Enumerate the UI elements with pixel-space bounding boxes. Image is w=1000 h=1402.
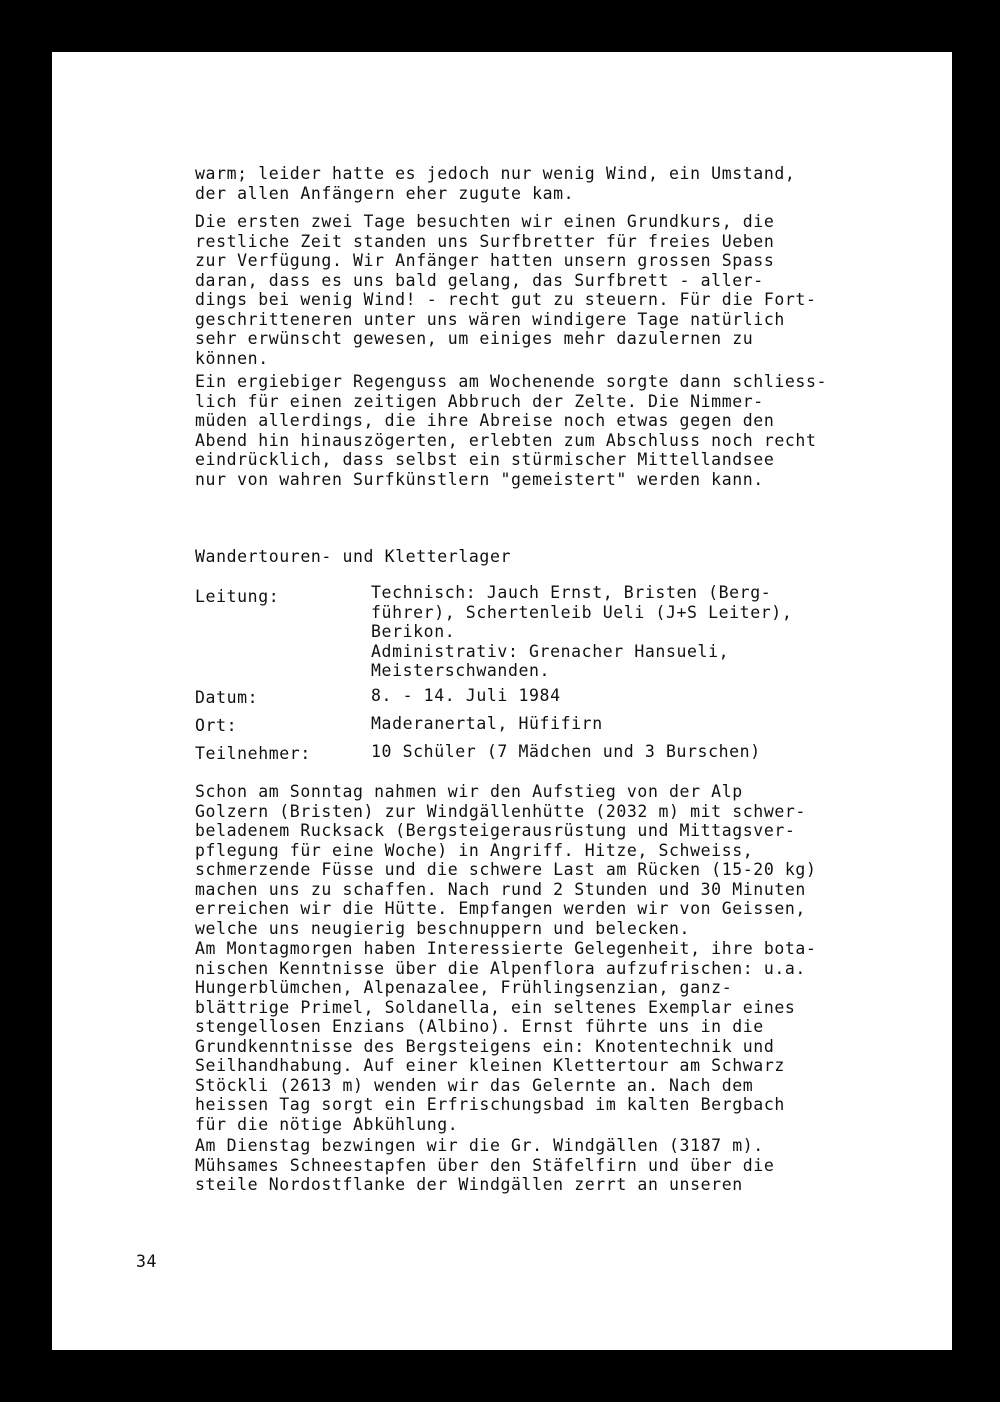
paragraph-surf-weather: warm; leider hatte es jedoch nur wenig Wind, ein Umstand, der allen Anfängern eher zugute kam. bbox=[195, 164, 796, 203]
document-page bbox=[52, 52, 952, 1350]
page-number: 34 bbox=[136, 1252, 158, 1271]
paragraph-tuesday: Am Dienstag bezwingen wir die Gr. Windgällen (3187 m). Mühsames Schneestapfen über den Stäfelfirn und über die steile Nordostflanke der Windgällen zerrt an unseren bbox=[195, 1136, 775, 1194]
paragraph-surf-end: Ein ergiebiger Regenguss am Wochenende sorgte dann schliess- lich für einen zeitigen Abbruch der Zelte. Die Nimmer- müden allerdings, die ihre Abreise noch etwas gegen den Abend hin hinauszögerten, erlebten zum Abschluss noch recht eindrücklich, dass selbst ein stürmischer Mittellandsee nur von wahren Surfkünstlern "gemeistert" werden kann. bbox=[195, 372, 828, 489]
paragraph-monday: Am Montagmorgen haben Interessierte Gelegenheit, ihre bota- nischen Kenntnisse über die Alpenflora aufzufrischen: u.a. Hungerblümchen, Alpenazalee, Frühlingsenzian, ganz- blättrige Primel, Soldanella, ein seltenes Exemplar eines stengellosen Enzians (Albino). Ernst führte uns in die Grundkenntnisse des Bergsteigens ein: Knotentechnik und Seilhandhabung. Auf einer kleinen Klettertour am Schwarz Stöckli (2613 m) wenden wir das Gelernte an. Nach dem heissen Tag sorgt ein Erfrischungsbad im kalten Bergbach für die nötige Abkühlung. bbox=[195, 939, 817, 1134]
section-title: Wandertouren- und Kletterlager bbox=[195, 547, 512, 566]
paragraph-sunday: Schon am Sonntag nahmen wir den Aufstieg von der Alp Golzern (Bristen) zur Windgällenhütte (2032 m) mit schwer- beladenem Rucksack (Bergsteigerausrüstung und Mittagsver- pflegung für eine Woche) in Angriff. Hitze, Schweiss, schmerzende Füsse und die schwere Last am Rücken (15-20 kg) machen uns zu schaffen. Nach rund 2 Stunden und 30 Minuten erreichen wir die Hütte. Empfangen werden wir von Geissen, welche uns neugierig beschnuppern und belecken. bbox=[195, 782, 817, 938]
ort-label: Ort: bbox=[195, 716, 238, 735]
teilnehmer-label: Teilnehmer: bbox=[195, 744, 311, 763]
leitung-value: Technisch: Jauch Ernst, Bristen (Berg- führer), Schertenleib Ueli (J+S Leiter), Berikon. Administrativ: Grenacher Hansueli, Meisterschwanden. bbox=[371, 583, 793, 680]
ort-value: Maderanertal, Hüfifirn bbox=[371, 714, 603, 733]
teilnehmer-value: 10 Schüler (7 Mädchen und 3 Burschen) bbox=[371, 742, 761, 761]
leitung-label: Leitung: bbox=[195, 587, 280, 606]
paragraph-surf-course: Die ersten zwei Tage besuchten wir einen Grundkurs, die restliche Zeit standen uns Surfbretter für freies Ueben zur Verfügung. Wir Anfänger hatten unsern grossen Spass daran, dass es uns bald gelang, das Surfbrett - aller- dings bei wenig Wind! - recht gut zu steuern. Für die Fort- geschritteneren unter uns wären windigere Tage natürlich sehr erwünscht gewesen, um einiges mehr dazulernen zu können. bbox=[195, 212, 817, 368]
datum-value: 8. - 14. Juli 1984 bbox=[371, 686, 561, 705]
datum-label: Datum: bbox=[195, 688, 259, 707]
